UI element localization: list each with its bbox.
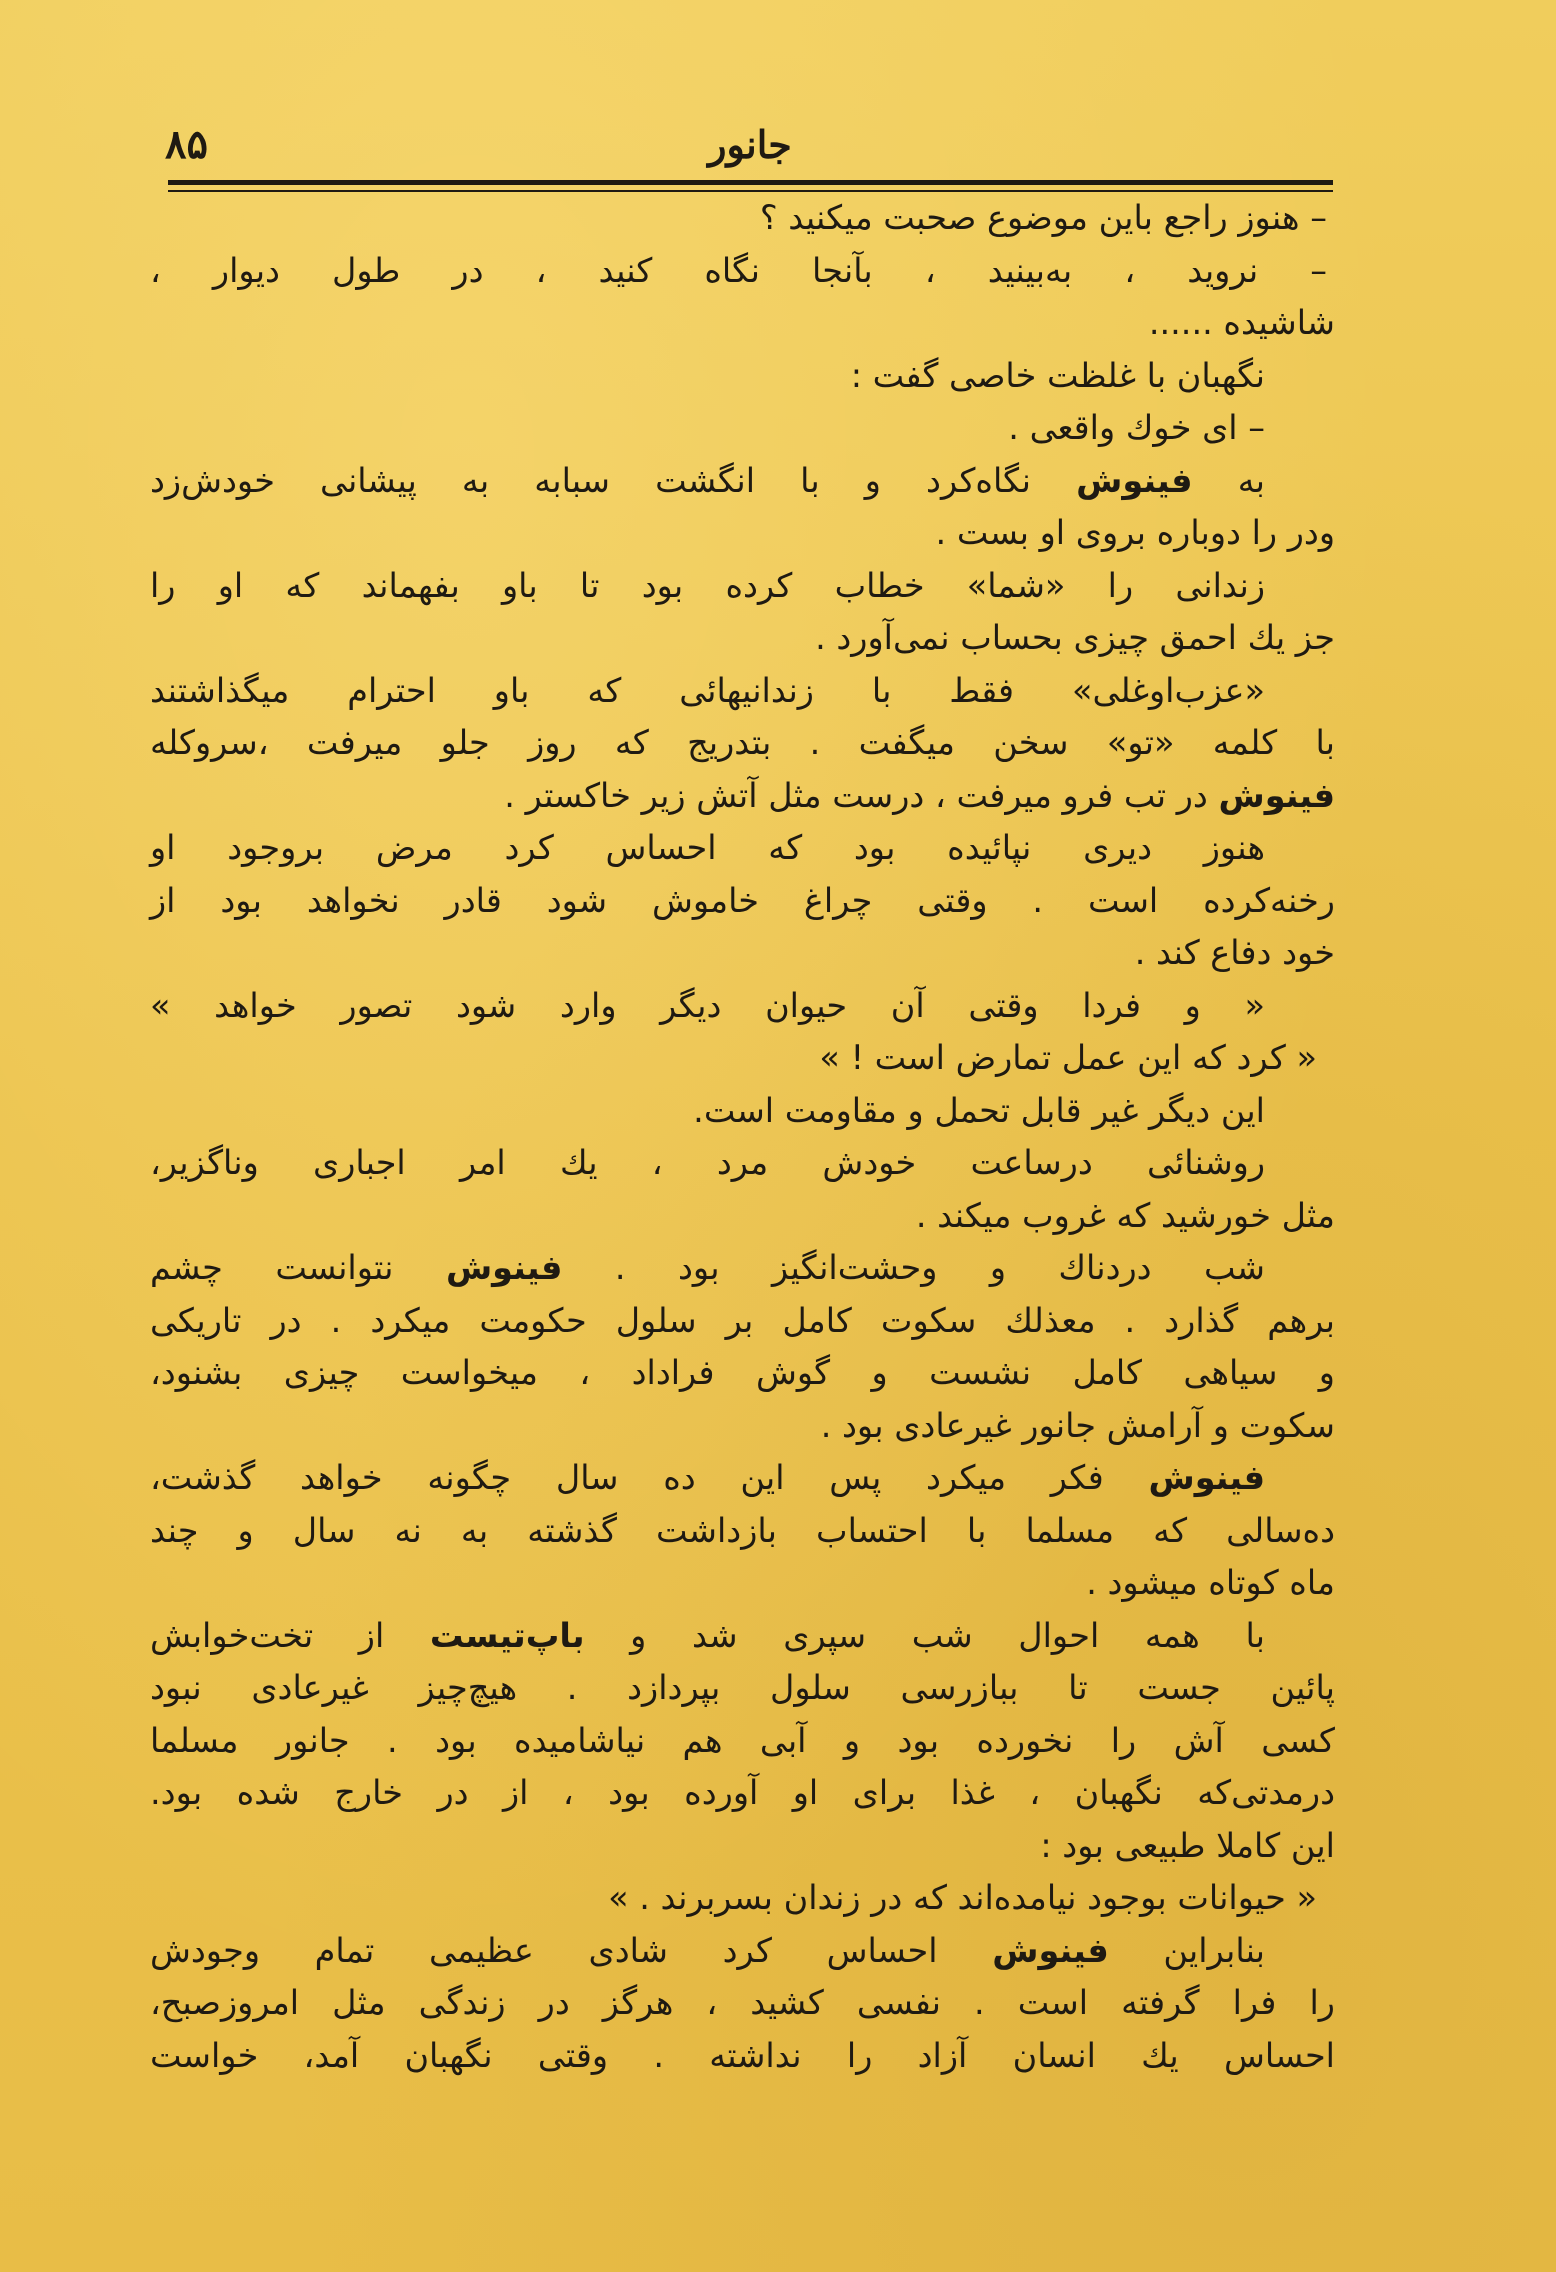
text-line: را فرا گرفته است . نفسی کشید ، هرگز در زندگی مثل امروزصبح، xyxy=(150,1983,1335,2022)
text-line: « و فردا وقتی آن حیوان دیگر وارد شود تصور خواهد » xyxy=(150,985,1265,1025)
page-number: ۸۵ xyxy=(165,121,208,168)
text-line: جز یك احمق چیزی بحساب نمی‌آورد . xyxy=(815,618,1335,657)
text-line: هنوز دیری نپائیده بود که احساس کرد مرض بروجود او xyxy=(150,828,1265,867)
text-line: «عزب‌اوغلی» فقط با زندانیهائی که باو احترام میگذاشتند xyxy=(150,670,1265,710)
text-line: مثل خورشید که غروب میکند . xyxy=(915,1195,1335,1235)
text-line: این دیگر غیر قابل تحمل و مقاومت است. xyxy=(693,1090,1265,1130)
text-line: – نروید ، به‌بینید ، بآنجا نگاه کنید ، در طول دیوار ، xyxy=(150,250,1327,290)
text-line: نگهبان با غلظت خاصی گفت : xyxy=(850,355,1265,395)
text-line: رخنه‌کرده است . وقتی چراغ خاموش شود قادر نخواهد بود از xyxy=(150,880,1335,920)
text-line: درمدتی‌که نگهبان ، غذا برای او آورده بود ، از در خارج شده بود. xyxy=(150,1773,1335,1812)
text-line: پائین جست تا ببازرسی سلول بپردازد . هیچ‌چیز غیرعادی نبود xyxy=(150,1668,1335,1707)
text-line: ده‌سالی که مسلما با احتساب بازداشت گذشته به نه سال و چند xyxy=(150,1510,1335,1550)
text-line: با همه احوال شب سپری شد و باپ‌تیست از تخت‌خوابش xyxy=(150,1615,1265,1655)
bold-name: فینوش xyxy=(1076,460,1193,500)
bold-name: فینوش xyxy=(1218,775,1335,815)
text-line: سکوت و آرامش جانور غیرعادی بود . xyxy=(820,1405,1335,1445)
text-line: فینوش فکر میکرد پس این ده سال چگونه خواهد گذشت، xyxy=(150,1458,1265,1497)
text-line: احساس یك انسان آزاد را نداشته . وقتی نگهبان آمد، خواست xyxy=(150,2035,1335,2075)
text-line: به فینوش نگاه‌کرد و با انگشت سبابه به پیشانی خودش‌زد xyxy=(150,460,1266,500)
body-text xyxy=(150,192,1335,2082)
page-header xyxy=(165,115,1335,175)
text-line: فینوش در تب فرو میرفت ، درست مثل آتش زیر خاکستر . xyxy=(504,775,1335,815)
text-line: برهم گذارد . معذلك سکوت کامل بر سلول حکومت میکرد . در تاریکی xyxy=(150,1300,1335,1340)
running-title: جانور xyxy=(708,122,792,167)
text-line: شاشیده ...... xyxy=(1148,303,1335,342)
text-line: این کاملا طبیعی بود : xyxy=(1040,1825,1335,1865)
header-rule-thick xyxy=(168,180,1333,185)
text-line: ماه کوتاه میشود . xyxy=(1086,1563,1335,1602)
text-line: زندانی را «شما» خطاب کرده بود تا باو بفهماند که او را xyxy=(150,565,1265,605)
bold-name: فینوش xyxy=(992,1930,1109,1970)
text-line: شب دردناك و وحشت‌انگیز بود . فینوش نتوانست چشم xyxy=(150,1248,1265,1287)
text-line: – ای خوك واقعی . xyxy=(1008,408,1265,447)
text-line: بنابراین فینوش احساس کرد شادی عظیمی تمام وجودش xyxy=(150,1930,1266,1970)
text-line: و سیاهی کامل نشست و گوش فراداد ، میخواست چیزی بشنود، xyxy=(150,1353,1335,1392)
text-line: « حیوانات بوجود نیامده‌اند که در زندان بسربرند . » xyxy=(608,1878,1317,1917)
text-line: ودر را دوباره بروی او بست . xyxy=(935,513,1335,552)
bold-name: فینوش xyxy=(1148,1458,1265,1497)
text-line: با کلمه «تو» سخن میگفت . بتدریج که روز جلو میرفت ،سروکله xyxy=(150,723,1335,762)
text-line: خود دفاع کند . xyxy=(1134,933,1335,972)
text-line: روشنائی درساعت خودش مرد ، یك امر اجباری وناگزیر، xyxy=(150,1143,1265,1182)
text-line: کسی آش را نخورده بود و آبی هم نیاشامیده بود . جانور مسلما xyxy=(150,1720,1335,1760)
text-line: « کرد که این عمل تمارض است ! » xyxy=(819,1038,1317,1077)
bold-name: فینوش xyxy=(445,1248,563,1287)
text-line: – هنوز راجع باین موضوع صحبت میکنید ؟ xyxy=(759,198,1327,237)
bold-name: باپ‌تیست xyxy=(429,1615,585,1655)
